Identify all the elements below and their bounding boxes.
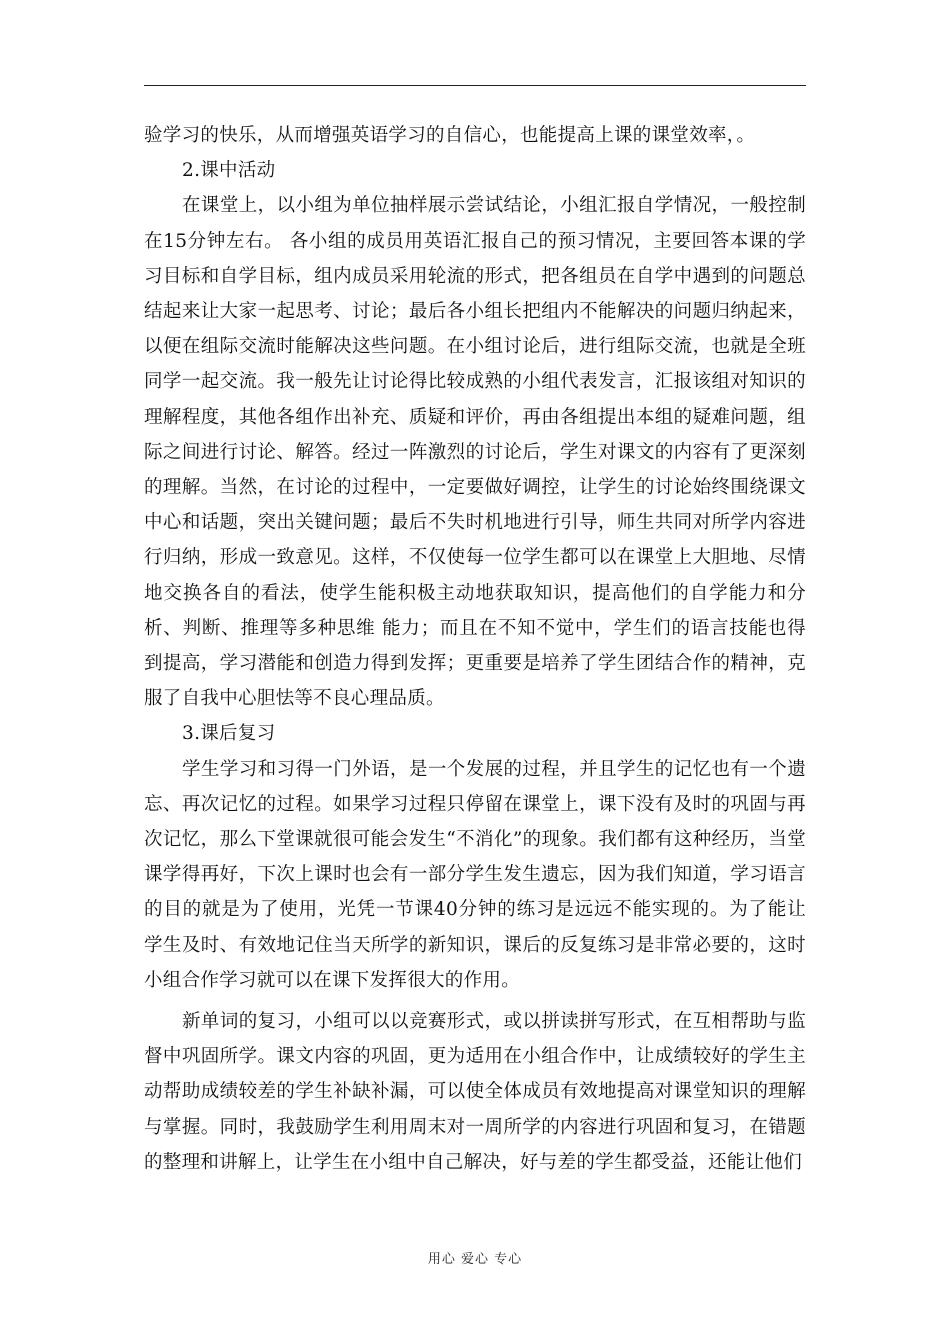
paragraph-in-class-activity: 在课堂上，以小组为单位抽样展示尝试结论，小组汇报自学情况，一般控制在15分钟左右。 各小组的成员用英语汇报自己的预习情况，主要回答本课的学习目标和自学目标，组内成员采用轮流的形式，把各组员在自学中遇到的问题总结起来让大家一起思考、讨论；最后各小组长把组内不能解决的问题归纳起来，以便在组际交流时能解决这些问题。在小组讨论后，进行组际交流，也就是全班同学一起交流。我一般先让讨论得比较成熟的小组代表发言，汇报该组对知识的理解程度，其他各组作出补充、质疑和评价，再由各组提出本组的疑难问题，组际之间进行讨论、解答。经过一阵激烈的讨论后，学生对课文的内容有了更深刻的理解。当然，在讨论的过程中，一定要做好调控，让学生的讨论始终围绕课文中心和话题，突出关键问题；最后不失时机地进行引导，师生共同对所学内容进行归纳，形成一致意见。这样，不仅使每一位学生都可以在课堂上大胆地、尽情地交换各自的看法，使学生能积极主动地获取知识，提高他们的自学能力和分析、判断、推理等多种思维 能力；而且在不知不觉中，学生们的语言技能也得到提高，学习潜能和创造力得到发挥；更重要是培养了学生团结合作的精神，克服了自我中心胆怯等不良心理品质。 — [144, 195, 806, 710]
page-footer: 用心 爱心 专心 — [427, 1252, 523, 1267]
section-heading-after-class-review: 3.课后复习 — [182, 723, 276, 745]
section-heading-in-class-activity: 2.课中活动 — [182, 160, 276, 182]
paragraph-continuation: 验学习的快乐，从而增强英语学习的自信心，也能提高上课的课堂效率，。 — [144, 125, 756, 146]
header-rule — [144, 85, 806, 86]
paragraph-vocabulary-review: 新单词的复习，小组可以以竞赛形式，或以拼读拼写形式，在互相帮助与监督中巩固所学。课文内容的巩固，更为适用在小组合作中，让成绩较好的学生主动帮助成绩较差的学生补缺补漏，可以使全体成员有效地提高对课堂知识的理解与掌握。同时，我鼓励学生利用周末对一周所学的内容进行巩固和复习，在错题的整理和讲解上，让学生在小组中自己解决，好与差的学生都受益，还能让他们 — [144, 1011, 806, 1173]
body-text — [144, 118, 806, 1180]
paragraph-after-class-review: 学生学习和习得一门外语，是一个发展的过程，并且学生的记忆也有一个遗忘、再次记忆的过程。如果学习过程只停留在课堂上，课下没有及时的巩固与再次记忆，那么下堂课就很可能会发生“不消化”的现象。我们都有这种经历，当堂课学得再好，下次上课时也会有一部分学生发生遗忘，因为我们知道，学习语言的目的就是为了使用，光凭一节课40分钟的练习是远远不能实现的。为了能让学生及时、有效地记住当天所学的新知识，课后的反复练习是非常必要的，这时小组合作学习就可以在课下发挥很大的作用。 — [144, 758, 806, 991]
